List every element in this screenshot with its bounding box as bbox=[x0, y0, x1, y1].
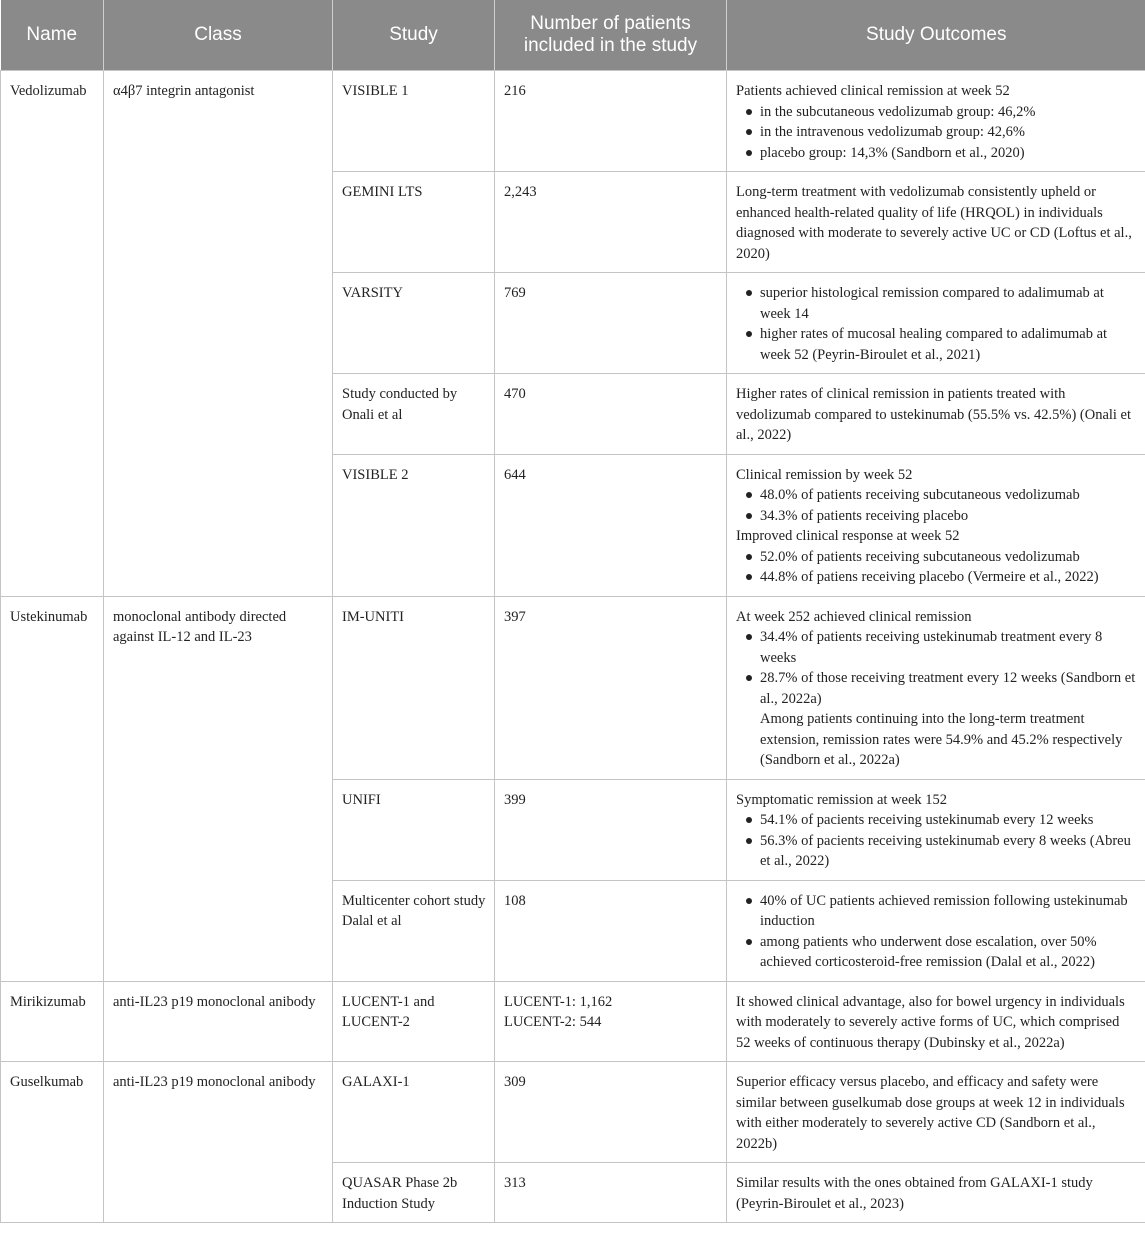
patients-line: LUCENT-1: 1,162 bbox=[504, 993, 613, 1010]
outcome-intro: Clinical remission by week 52 bbox=[736, 466, 913, 483]
outcome-intro: Patients achieved clinical remission at week 52 bbox=[736, 83, 1010, 99]
outcome-bullet: in the intravenous vedolizumab group: 42,6% bbox=[760, 122, 1137, 143]
outcome-cell bbox=[727, 981, 1145, 1062]
header-study: Study bbox=[333, 0, 495, 71]
outcome-bullet: 40% of UC patients achieved remission following ustekinumab induction bbox=[760, 891, 1137, 932]
outcome-text: It showed clinical advantage, also for bowel urgency in individuals with moderately to severely active forms of UC, which comprised 52 weeks of continuous therapy (Dubinsky et al., 2022a) bbox=[736, 993, 1125, 1051]
drug-name-cell: Guselkumab bbox=[1, 1062, 104, 1223]
patients-cell: 399 bbox=[495, 779, 727, 880]
outcome-list bbox=[736, 102, 1137, 164]
outcome-intro: Improved clinical response at week 52 bbox=[736, 528, 960, 544]
outcome-bullet: 56.3% of pacients receiving ustekinumab every 8 weeks (Abreu et al., 2022) bbox=[760, 831, 1137, 872]
outcome-text: Similar results with the ones obtained from GALAXI-1 study (Peyrin-Biroulet et al., 2023) bbox=[736, 1175, 1093, 1212]
outcome-bullet: 52.0% of patients receiving subcutaneous vedolizumab bbox=[760, 547, 1137, 568]
outcome-list bbox=[736, 891, 1137, 973]
patients-cell: 313 bbox=[495, 1163, 727, 1223]
header-class: Class bbox=[104, 0, 333, 71]
outcome-bullet: placebo group: 14,3% (Sandborn et al., 2020) bbox=[760, 143, 1137, 164]
outcome-bullet: 34.3% of patients receiving placebo bbox=[760, 506, 1137, 527]
outcome-list bbox=[736, 547, 1137, 588]
outcome-cell bbox=[727, 172, 1145, 273]
header-name: Name bbox=[1, 0, 104, 71]
drug-class-cell: monoclonal antibody directed against IL-12 and IL-23 bbox=[104, 596, 333, 981]
outcome-intro: At week 252 achieved clinical remission bbox=[736, 608, 972, 625]
study-cell: UNIFI bbox=[333, 779, 495, 880]
study-cell: IM-UNITI bbox=[333, 596, 495, 779]
patients-cell: 397 bbox=[495, 596, 727, 779]
study-cell: VISIBLE 2 bbox=[333, 454, 495, 596]
outcome-bullet: higher rates of mucosal healing compared to adalimumab at week 52 (Peyrin-Biroulet et al., 2021) bbox=[760, 324, 1137, 365]
study-cell: Multicenter cohort study Dalal et al bbox=[333, 880, 495, 981]
outcome-bullet: 34.4% of patients receiving ustekinumab treatment every 8 weeks bbox=[760, 627, 1137, 668]
outcome-tail: Among patients continuing into the long-term treatment extension, remission rates were 54.9% and 45.2% respectively (Sandborn et al., 2022a) bbox=[760, 711, 1123, 768]
outcome-cell bbox=[727, 71, 1145, 172]
header-patients: Number of patients included in the study bbox=[495, 0, 727, 71]
outcome-bullet: among patients who underwent dose escalation, over 50% achieved corticosteroid-free remission (Dalal et al., 2022) bbox=[760, 932, 1137, 973]
outcome-list bbox=[736, 485, 1137, 526]
drug-class-cell: α4β7 integrin antagonist bbox=[104, 71, 333, 597]
outcome-list bbox=[736, 810, 1137, 872]
patients-cell: 769 bbox=[495, 273, 727, 374]
outcome-bullet: 48.0% of patients receiving subcutaneous vedolizumab bbox=[760, 485, 1137, 506]
outcome-list bbox=[736, 283, 1137, 365]
outcome-bullet: superior histological remission compared to adalimumab at week 14 bbox=[760, 283, 1137, 324]
outcome-cell bbox=[727, 596, 1145, 779]
table-row bbox=[1, 596, 1145, 779]
patients-line: LUCENT-2: 544 bbox=[504, 1014, 602, 1030]
table-row bbox=[1, 1062, 1145, 1163]
patients-cell: 309 bbox=[495, 1062, 727, 1163]
study-cell: Study conducted by Onali et al bbox=[333, 374, 495, 455]
outcome-intro: Symptomatic remission at week 152 bbox=[736, 791, 948, 808]
outcome-bullet: 28.7% of those receiving treatment every 12 weeks (Sandborn et al., 2022a) bbox=[760, 668, 1137, 709]
outcome-text: Higher rates of clinical remission in patients treated with vedolizumab compared to ustekinumab (55.5% vs. 42.5%) (Onali et al., 2022) bbox=[736, 386, 1132, 443]
header-outcomes: Study Outcomes bbox=[727, 0, 1145, 71]
patients-cell: 2,243 bbox=[495, 172, 727, 273]
patients-cell: 644 bbox=[495, 454, 727, 596]
outcome-cell bbox=[727, 1163, 1145, 1223]
study-cell: VISIBLE 1 bbox=[333, 71, 495, 172]
drug-name-cell: Vedolizumab bbox=[1, 71, 104, 597]
table-body bbox=[1, 71, 1145, 1223]
header-row bbox=[1, 0, 1145, 71]
patients-cell: 108 bbox=[495, 880, 727, 981]
table-row bbox=[1, 71, 1145, 172]
drug-name-cell: Mirikizumab bbox=[1, 981, 104, 1062]
patients-cell bbox=[495, 981, 727, 1062]
outcome-text: Long-term treatment with vedolizumab consistently upheld or enhanced health-related quality of life (HRQOL) in individuals diagnosed with moderate to severely active UC or CD (Loftus et al., 2020) bbox=[736, 184, 1132, 262]
table-header bbox=[1, 0, 1145, 71]
table-row bbox=[1, 981, 1145, 1062]
outcome-cell bbox=[727, 1062, 1145, 1163]
outcome-bullet: in the subcutaneous vedolizumab group: 46,2% bbox=[760, 102, 1137, 123]
outcome-cell bbox=[727, 374, 1145, 455]
study-cell: GALAXI-1 bbox=[333, 1062, 495, 1163]
drug-name-cell: Ustekinumab bbox=[1, 596, 104, 981]
outcome-text: Superior efficacy versus placebo, and efficacy and safety were similar between guselkumab dose groups at week 12 in individuals with either moderately to severely active CD (Sandborn et al., 2022b) bbox=[736, 1074, 1125, 1152]
outcome-bullet: 44.8% of patiens receiving placebo (Vermeire et al., 2022) bbox=[760, 567, 1137, 588]
outcome-cell bbox=[727, 454, 1145, 596]
outcome-list bbox=[736, 627, 1137, 709]
outcome-bullet: 54.1% of pacients receiving ustekinumab every 12 weeks bbox=[760, 810, 1137, 831]
study-cell: VARSITY bbox=[333, 273, 495, 374]
study-cell: LUCENT-1 and LUCENT-2 bbox=[333, 981, 495, 1062]
patients-cell: 470 bbox=[495, 374, 727, 455]
study-cell: QUASAR Phase 2b Induction Study bbox=[333, 1163, 495, 1223]
drug-class-cell: anti-IL23 p19 monoclonal anibody bbox=[104, 1062, 333, 1223]
study-cell: GEMINI LTS bbox=[333, 172, 495, 273]
outcome-cell bbox=[727, 880, 1145, 981]
outcome-cell bbox=[727, 779, 1145, 880]
outcome-cell bbox=[727, 273, 1145, 374]
patients-cell: 216 bbox=[495, 71, 727, 172]
drug-class-cell: anti-IL23 p19 monoclonal anibody bbox=[104, 981, 333, 1062]
